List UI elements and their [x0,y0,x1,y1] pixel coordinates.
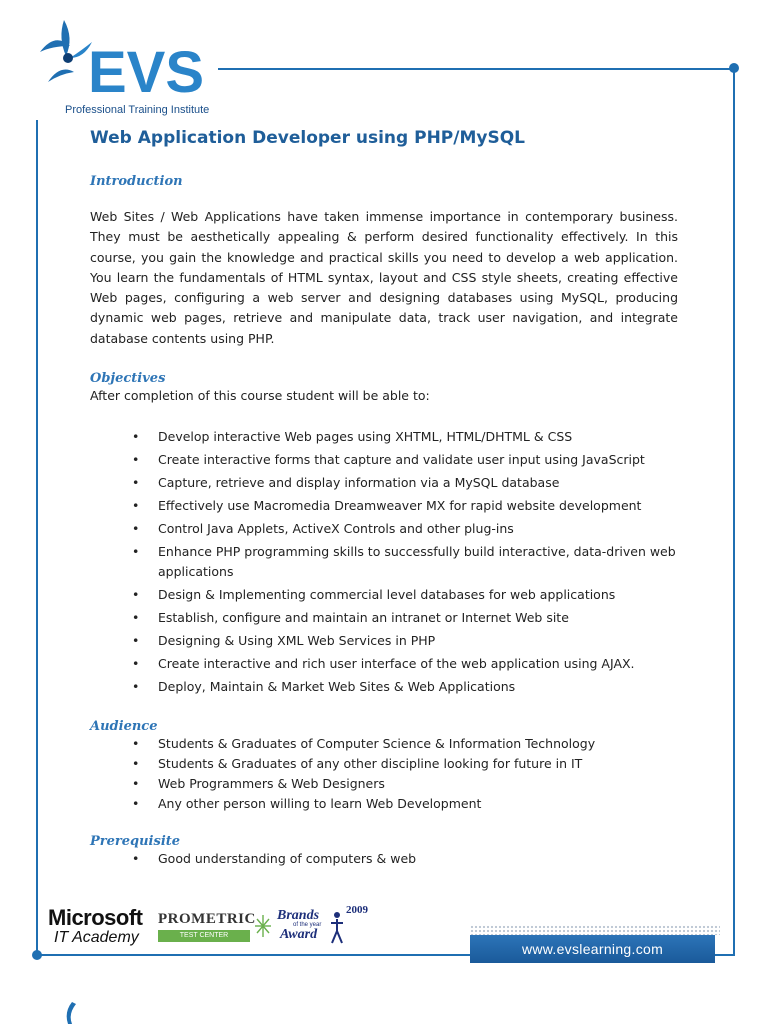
frame-left-line [36,120,38,955]
list-item: • Establish, configure and maintain an intranet or Internet Web site [132,608,678,628]
brands-award-subtitle: of the year [293,922,322,928]
introduction-text: Web Sites / Web Applications have taken immense importance in contemporary business. They must be aesthetically appealing & perform desired functionality effectively. In this course, you gain the knowledge and practical skills you need to develop a web application. You learn the fundamentals of HTML syntax, layout and CSS style sheets, creating effective Web pages, configuring a web server and designing databases using MySQL, producing dynamic web pages, retrieve and manipulate data, track user navigation, and integrate database contents using PHP. [90,209,678,346]
audience-heading: Audience [90,719,158,735]
prometric-logo-text: PROMETRIC [158,911,256,927]
list-item: • Design & Implementing commercial level databases for web applications [132,585,678,605]
frame-right-line [733,70,735,955]
list-item: • Designing & Using XML Web Services in PHP [132,631,678,651]
list-item: • Good understanding of computers & web [132,849,678,869]
list-item: • Create interactive and rich user interface of the web application using AJAX. [132,654,678,674]
evs-swirl-icon [58,1002,82,1024]
prerequisite-list [90,849,678,869]
list-item: • Students & Graduates of Computer Science & Information Technology [132,734,678,754]
partner-logos [48,905,368,949]
microsoft-logo-text: Microsoft [48,905,143,930]
prometric-sub-text: TEST CENTER [179,932,229,939]
prerequisite-heading: Prerequisite [90,834,181,850]
website-banner [470,925,720,963]
objectives-list [90,427,678,697]
list-item: • Web Programmers & Web Designers [132,774,678,794]
course-content [90,128,678,869]
website-url-link[interactable]: www.evslearning.com [521,941,664,957]
dotted-pattern [470,925,720,935]
audience-list [90,734,678,814]
list-item: • Any other person willing to learn Web Development [132,794,678,814]
evs-logo [30,12,230,122]
page-title [90,128,678,148]
frame-corner-dot [32,950,42,960]
award-year: 2009 [346,904,368,916]
it-academy-text: IT Academy [54,929,139,946]
prometric-star-icon [253,907,273,945]
list-item: • Capture, retrieve and display information via a MySQL database [132,473,678,493]
evs-logo-icon [30,12,230,107]
svg-text:EVS: EVS [88,40,205,105]
title-initial: W [90,128,109,148]
list-item: • Deploy, Maintain & Market Web Sites & Web Applications [132,677,678,697]
list-item: • Effectively use Macromedia Dreamweaver MX for rapid website development [132,496,678,516]
title-rest: eb Application Developer using PHP/MySQL [108,128,526,148]
list-item: • Enhance PHP programming skills to successfully build interactive, data-driven web applications [132,542,678,582]
list-item: • Create interactive forms that capture and validate user input using JavaScript [132,450,678,470]
frame-top-line [218,68,734,70]
list-item: • Students & Graduates of any other discipline looking for future in IT [132,754,678,774]
brands-award-title: Brands [277,908,320,923]
objectives-intro: After completion of this course student will be able to: [90,388,430,404]
list-item: • Develop interactive Web pages using XHTML, HTML/DHTML & CSS [132,427,678,447]
introduction-heading: Introduction [90,174,183,189]
list-item: • Control Java Applets, ActiveX Controls and other plug-ins [132,519,678,539]
award-figure-icon [330,911,344,945]
logo-subtitle: Professional Training Institute [65,104,210,116]
objectives-heading: Objectives [90,371,166,387]
brands-award-label: Award [280,927,318,942]
